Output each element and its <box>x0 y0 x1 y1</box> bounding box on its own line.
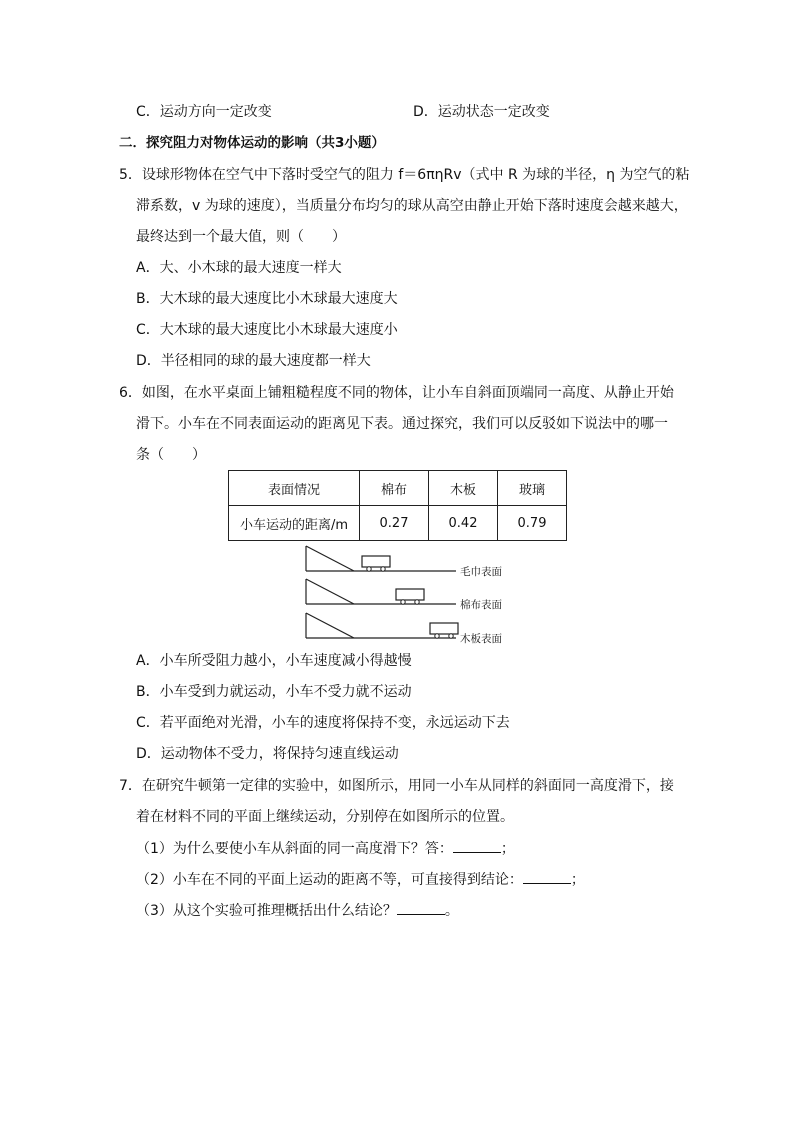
option-c-prev: C．运动方向一定改变 <box>136 104 272 120</box>
q6-option-d: D．运动物体不受力，将保持匀速直线运动 <box>136 746 399 762</box>
table-cell: 小车运动的距离/m <box>229 506 360 541</box>
q5-option-a: A．大、小木球的最大速度一样大 <box>136 260 342 276</box>
ramp-diagram <box>300 544 520 644</box>
distance-table <box>228 470 567 541</box>
q7-sub-3-end: 。 <box>444 903 459 919</box>
table-row <box>229 506 567 541</box>
q7-sub-2 <box>136 869 585 890</box>
q7-sub-1-end: ； <box>500 841 515 857</box>
table-cell: 0.42 <box>429 506 498 541</box>
q5-option-b: B．大木球的最大速度比小木球最大速度大 <box>136 291 398 307</box>
q6-line-3: 条（ ） <box>136 447 206 463</box>
q7-line-2: 着在材料不同的平面上继续运动，分别停在如图所示的位置。 <box>136 809 514 825</box>
q5-line-2: 滞系数，v 为球的速度），当质量分布均匀的球从高空由静止开始下落时速度会越来越大， <box>136 198 688 214</box>
q7-sub-3 <box>136 900 459 921</box>
cart-icon <box>430 623 458 634</box>
ramp-cotton <box>306 579 456 604</box>
q7-sub-2-end: ； <box>570 872 585 888</box>
q6-option-b: B．小车受到力就运动，小车不受力就不运动 <box>136 684 412 700</box>
table-header-cell: 表面情况 <box>229 471 360 506</box>
section-title: 二．探究阻力对物体运动的影响（共3小题） <box>119 135 385 151</box>
label-towel-surface: 毛巾表面 <box>460 566 502 578</box>
ramp-towel <box>306 546 456 571</box>
cart-icon <box>362 556 390 567</box>
table-header-cell: 木板 <box>429 471 498 506</box>
q6-line-1: 6．如图，在水平桌面上铺粗糙程度不同的物体，让小车自斜面顶端同一高度、从静止开始 <box>119 385 674 401</box>
table-header-cell: 玻璃 <box>498 471 567 506</box>
q7-sub-3-text: （3）从这个实验可推理概括出什么结论？ <box>136 903 397 919</box>
answer-blank-3[interactable] <box>397 900 445 915</box>
answer-blank-2[interactable] <box>523 869 571 884</box>
q5-option-c: C．大木球的最大速度比小木球最大速度小 <box>136 322 398 338</box>
ramp-wood <box>306 613 458 638</box>
q7-sub-2-text: （2）小车在不同的平面上运动的距离不等，可直接得到结论： <box>136 872 523 888</box>
q6-option-c: C．若平面绝对光滑，小车的速度将保持不变，永远运动下去 <box>136 715 510 731</box>
q6-option-a: A．小车所受阻力越小，小车速度减小得越慢 <box>136 653 412 669</box>
table-cell: 0.27 <box>360 506 429 541</box>
answer-blank-1[interactable] <box>453 838 501 853</box>
table-cell: 0.79 <box>498 506 567 541</box>
label-cotton-surface: 棉布表面 <box>460 599 502 611</box>
q5-line-1: 5．设球形物体在空气中下落时受空气的阻力 f＝6πηRv（式中 R 为球的半径，η 为空气的粘 <box>119 167 690 183</box>
cart-icon <box>396 589 424 600</box>
label-wood-surface: 木板表面 <box>460 633 502 644</box>
option-d-prev: D．运动状态一定改变 <box>413 104 550 120</box>
q7-sub-1-text: （1）为什么要使小车从斜面的同一高度滑下？答： <box>136 841 453 857</box>
q6-line-2: 滑下。小车在不同表面运动的距离见下表。通过探究，我们可以反驳如下说法中的哪一 <box>136 416 668 432</box>
table-header-cell: 棉布 <box>360 471 429 506</box>
table-header-row <box>229 471 567 506</box>
q5-line-3: 最终达到一个最大值，则（ ） <box>136 229 346 245</box>
q5-option-d: D．半径相同的球的最大速度都一样大 <box>136 353 371 369</box>
q7-sub-1 <box>136 838 515 859</box>
q7-line-1: 7．在研究牛顿第一定律的实验中，如图所示，用同一小车从同样的斜面同一高度滑下，接 <box>119 778 674 794</box>
